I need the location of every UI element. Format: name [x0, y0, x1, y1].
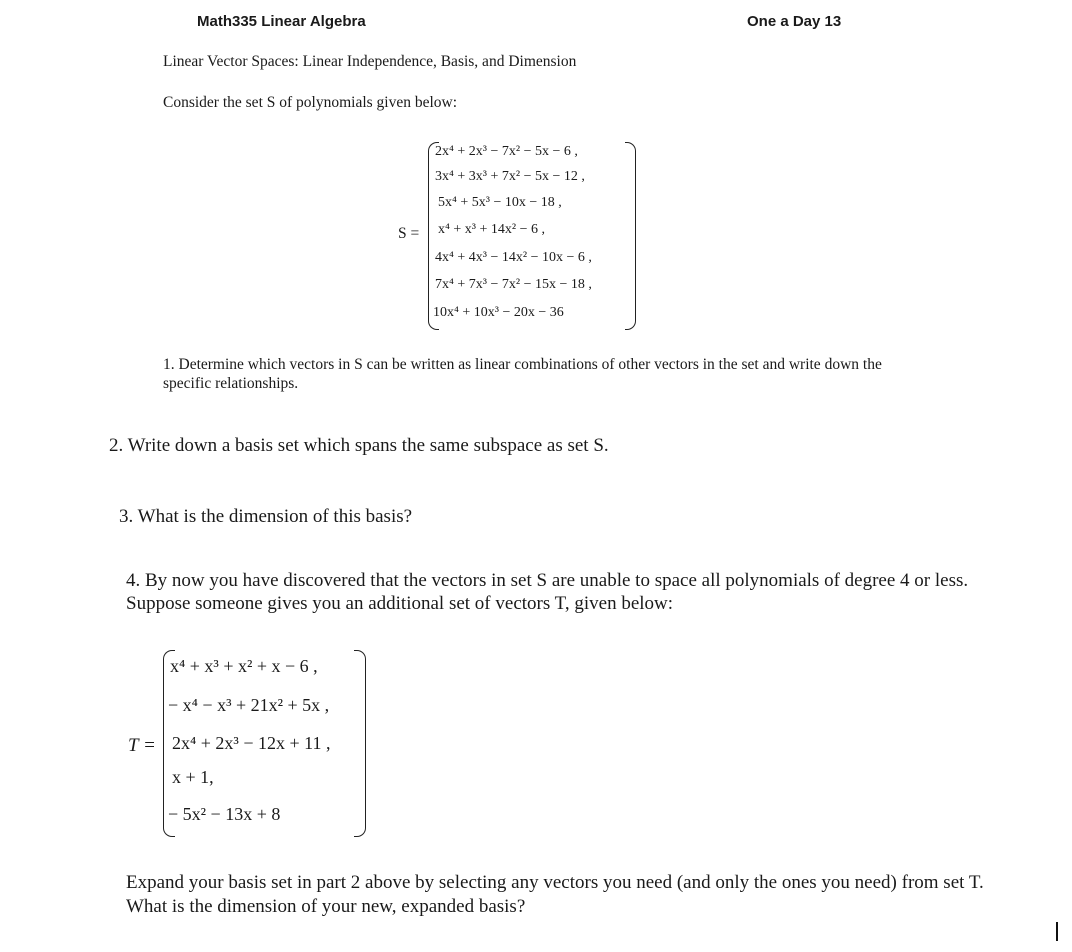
set-s-element-1: 2x⁴ + 2x³ − 7x² − 5x − 6 ,	[435, 144, 578, 159]
set-t-label: T =	[128, 735, 156, 756]
set-t-right-brace	[354, 650, 366, 837]
set-t-element-4: x + 1,	[172, 767, 214, 787]
text-cursor	[1056, 922, 1058, 941]
set-s-label: S =	[398, 225, 420, 242]
topic-heading: Linear Vector Spaces: Linear Independence, Basis, and Dimension	[163, 53, 577, 70]
set-s-element-6: 7x⁴ + 7x³ − 7x² − 15x − 18 ,	[435, 277, 592, 292]
question-1: 1. Determine which vectors in S can be written as linear combinations of other vectors in the set and write down the specific relationships.	[163, 356, 882, 392]
set-s-element-7: 10x⁴ + 10x³ − 20x − 36	[433, 305, 564, 320]
set-s-element-5: 4x⁴ + 4x³ − 14x² − 10x − 6 ,	[435, 250, 592, 265]
closing-instructions: Expand your basis set in part 2 above by selecting any vectors you need (and only the ones you need) from set T. What is the dimension of your new, expanded basis?	[126, 872, 984, 917]
set-t-element-1: x⁴ + x³ + x² + x − 6 ,	[170, 656, 318, 676]
set-t-element-5: − 5x² − 13x + 8	[168, 804, 281, 824]
course-title: Math335 Linear Algebra	[197, 13, 366, 30]
question-3: 3. What is the dimension of this basis?	[119, 506, 413, 527]
set-t-element-3: 2x⁴ + 2x³ − 12x + 11 ,	[172, 733, 331, 753]
set-s-element-4: x⁴ + x³ + 14x² − 6 ,	[438, 222, 545, 237]
set-t-element-2: − x⁴ − x³ + 21x² + 5x ,	[168, 695, 330, 715]
intro-text: Consider the set S of polynomials given below:	[163, 94, 458, 111]
set-s-right-brace	[625, 142, 636, 330]
question-4: 4. By now you have discovered that the vectors in set S are unable to space all polynomials of degree 4 or less. Suppose someone gives you an additional set of vectors T, given below:	[126, 570, 969, 614]
question-2: 2. Write down a basis set which spans the same subspace as set S.	[109, 435, 609, 456]
assignment-title: One a Day 13	[747, 13, 842, 30]
set-s-element-2: 3x⁴ + 3x³ + 7x² − 5x − 12 ,	[435, 169, 585, 184]
set-s-element-3: 5x⁴ + 5x³ − 10x − 18 ,	[438, 195, 562, 210]
